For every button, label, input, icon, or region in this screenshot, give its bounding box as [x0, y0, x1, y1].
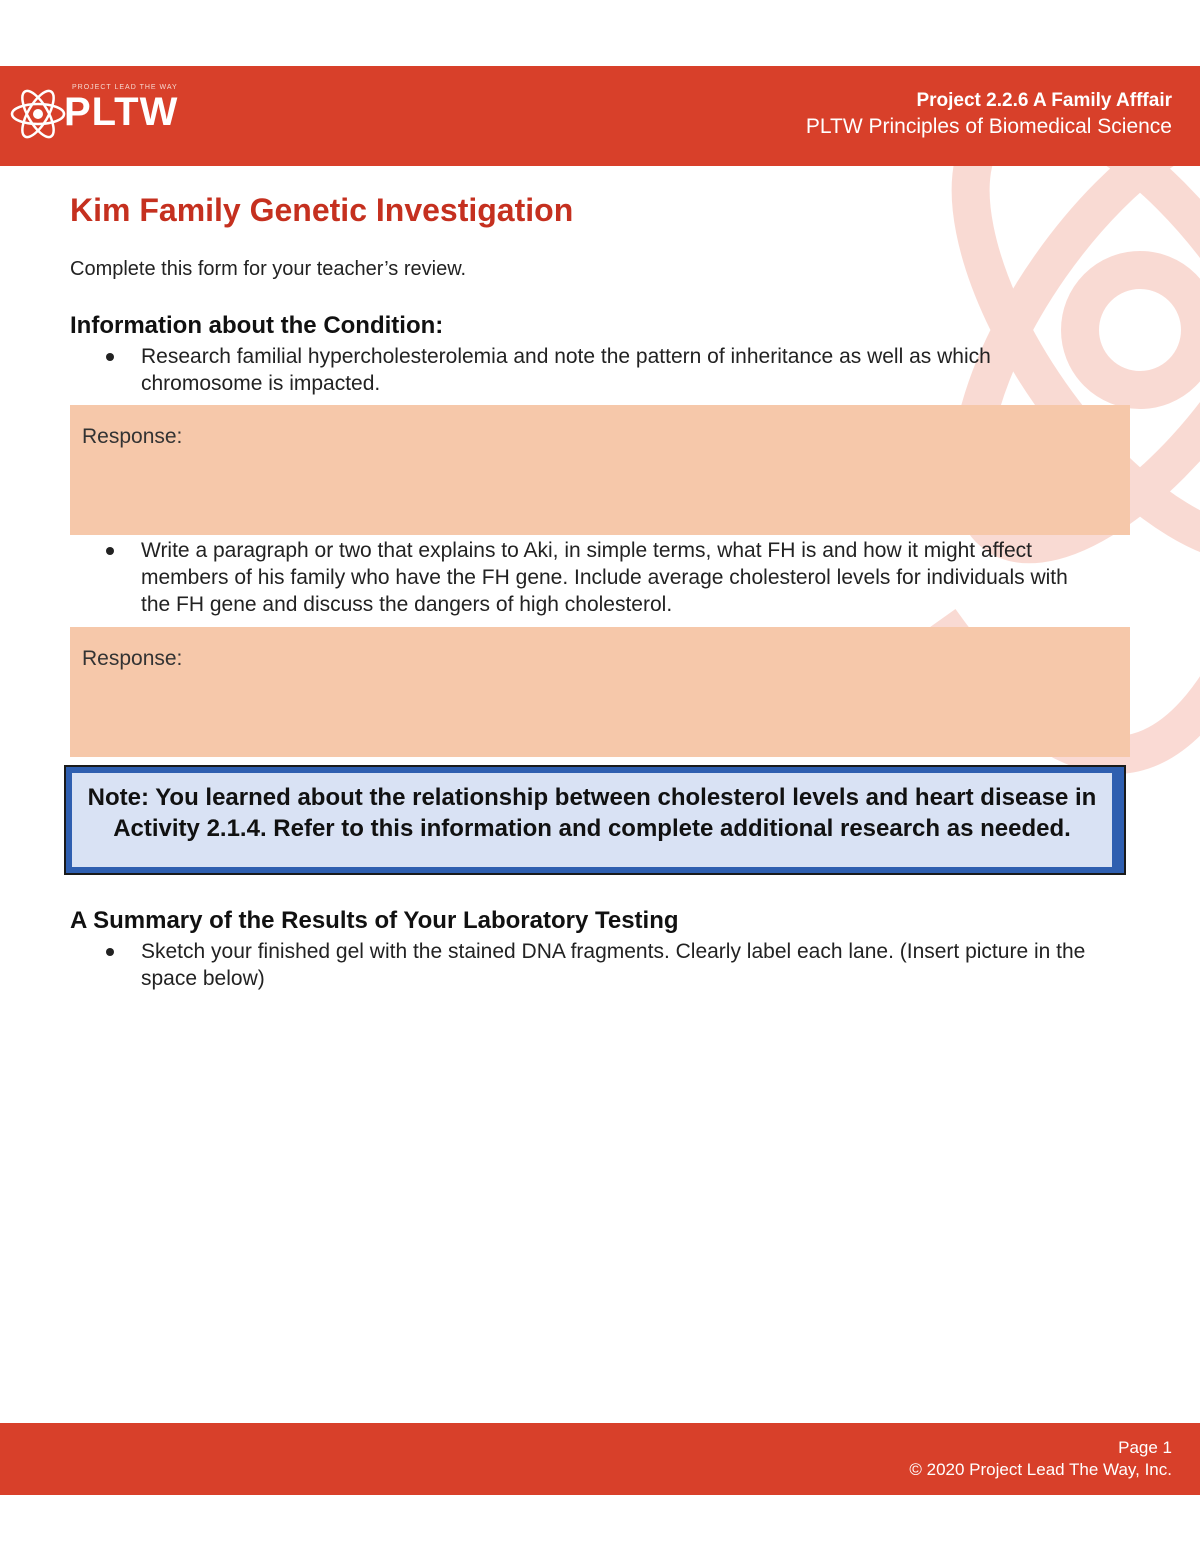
condition-bullet-2: [106, 537, 1096, 618]
lab-results-bullet-1: [106, 938, 1096, 992]
bullet-dot: [106, 547, 114, 555]
project-title: Project 2.2.6 A Family Afffair: [916, 90, 1172, 111]
header-info: [806, 90, 1172, 139]
bullet-dot: [106, 353, 114, 361]
logo-wordmark: PLTW: [64, 90, 179, 134]
response-label: Response:: [82, 425, 183, 448]
condition-heading: Information about the Condition:: [70, 312, 444, 339]
bullet-dot: [106, 948, 114, 956]
intro-text: Complete this form for your teacher’s review.: [70, 258, 467, 280]
course-name: PLTW Principles of Biomedical Science: [805, 115, 1172, 138]
condition-bullet-1: [106, 343, 1096, 397]
response-field-1[interactable]: [70, 405, 1130, 535]
bullet-text: Write a paragraph or two that explains to Aki, in simple terms, what FH is and how it might affect members of his family who have the FH gene. Include average cholesterol levels for individuals with the FH gene and discuss the dangers of high cholesterol.: [141, 539, 1068, 616]
response-field-2[interactable]: [70, 627, 1130, 757]
logo-tagline: PROJECT LEAD THE WAY: [72, 84, 178, 91]
bullet-text: Sketch your finished gel with the stained DNA fragments. Clearly label each lane. (Insert picture in the space below): [141, 940, 1086, 990]
page-number: Page 1: [1118, 1438, 1172, 1457]
response-label: Response:: [82, 647, 183, 670]
page-title: Kim Family Genetic Investigation: [70, 192, 574, 228]
footer-info: [909, 1437, 1172, 1481]
lab-results-heading: A Summary of the Results of Your Laboratory Testing: [70, 907, 679, 934]
note-text: Note: You learned about the relationship between cholesterol levels and heart disease in Activity 2.1.4. Refer to this information and complete additional research as needed.: [72, 773, 1112, 867]
header-band: [0, 66, 1200, 166]
bullet-text: Research familial hypercholesterolemia and note the pattern of inheritance as well as which chromosome is impacted.: [141, 345, 991, 395]
copyright: © 2020 Project Lead The Way, Inc.: [909, 1460, 1172, 1479]
footer-band: [0, 1423, 1200, 1495]
note-box: [64, 765, 1126, 875]
